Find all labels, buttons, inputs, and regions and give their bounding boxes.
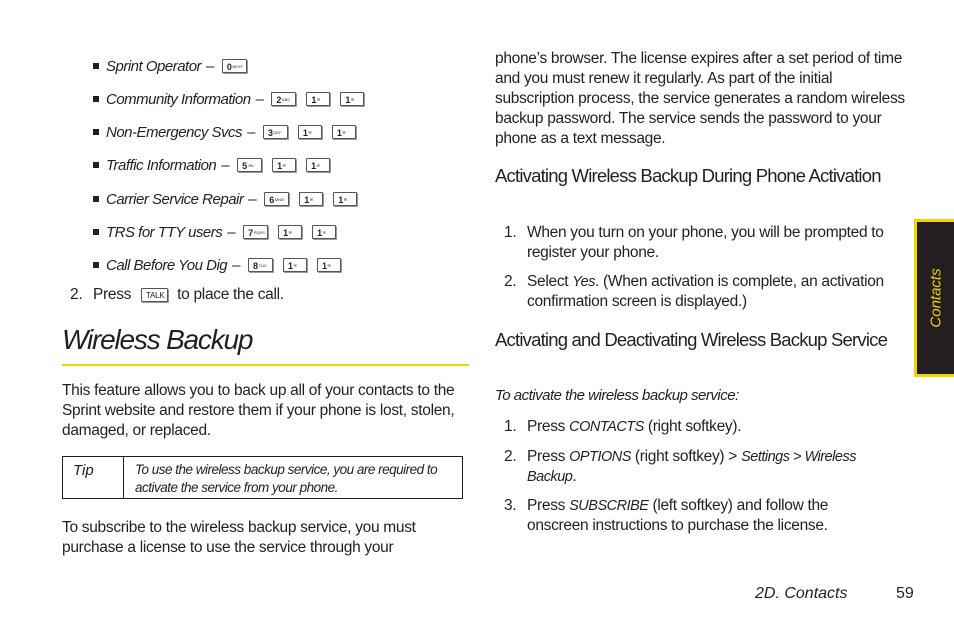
key-1-icon: 1✉ — [340, 92, 364, 106]
list-item: Traffic Information – $5^{JKL}$ 1✉ 1✉ — [93, 154, 340, 176]
tip-divider — [123, 457, 124, 498]
bullet-icon — [93, 96, 99, 102]
key-3-icon: $3^{DEF}$ — [263, 125, 288, 139]
talk-key-icon: TALK — [141, 288, 168, 302]
key-1-icon: 1✉ — [306, 92, 330, 106]
list-item: 3. Press SUBSCRIBE (left softkey) and follow the onscreen instructions to purchase the license. — [504, 497, 829, 534]
list-item: Call Before You Dig – $8^{TUV}$ 1✉ 1✉ — [93, 254, 351, 276]
list-item: Community Information – $2^{ABC}$ 1✉ 1✉ — [93, 88, 374, 110]
tip-label: Tip — [73, 462, 94, 479]
bullet-icon — [93, 162, 99, 168]
key-1-icon: 1✉ — [298, 125, 322, 139]
key-1-icon: 1✉ — [312, 225, 336, 239]
step-press-talk: 2. Press TALK to place the call. — [70, 286, 284, 303]
key-6-icon: $6^{MNO}$ — [264, 192, 289, 206]
key-0-icon: $0^{NEXT}$ — [222, 59, 247, 73]
page-number: 59 — [896, 585, 914, 602]
list-item: TRS for TTY users – $7^{PQRS}$ 1✉ 1✉ — [93, 221, 346, 243]
heading-rule — [62, 364, 469, 366]
tip-text: To use the wireless backup service, you are required to activate the service from your phone. — [135, 462, 438, 495]
list-item: 2. Press OPTIONS (right softkey) > Settings > Wireless Backup. — [504, 448, 856, 485]
key-1-icon: 1✉ — [332, 125, 356, 139]
key-1-icon: 1✉ — [272, 158, 296, 172]
key-2-icon: $2^{ABC}$ — [271, 92, 296, 106]
list-item: Sprint Operator – $0^{NEXT}$ — [93, 55, 257, 77]
activating-heading: Activating Wireless Backup During Phone Activation — [495, 165, 881, 186]
list-item: 1. Press CONTACTS (right softkey). — [504, 418, 742, 435]
shortcut-label: Carrier Service Repair — [106, 190, 244, 208]
section-tab-label: Contacts — [927, 268, 944, 328]
key-1-icon: 1✉ — [306, 158, 330, 172]
footer-section: 2D. Contacts — [755, 585, 848, 602]
key-1-icon: 1✉ — [283, 258, 307, 272]
list-item: Non-Emergency Svcs – $3^{DEF}$ 1✉ 1✉ — [93, 121, 366, 143]
key-1-icon: 1✉ — [278, 225, 302, 239]
shortcut-label: Non-Emergency Svcs — [106, 123, 243, 141]
shortcut-label: Traffic Information — [106, 156, 217, 174]
bullet-icon — [93, 196, 99, 202]
subscribe-paragraph: To subscribe to the wireless backup service, you must purchase a license to use the service through your — [62, 519, 416, 556]
tip-box — [62, 456, 463, 499]
key-1-icon: 1✉ — [299, 192, 323, 206]
bullet-icon — [93, 229, 99, 235]
shortcut-label: Community Information — [106, 90, 251, 108]
list-item: Carrier Service Repair – $6^{MNO}$ 1✉ 1✉ — [93, 188, 367, 210]
shortcut-label: TRS for TTY users — [106, 223, 223, 241]
key-1-icon: 1✉ — [333, 192, 357, 206]
intro-paragraph: This feature allows you to back up all of your contacts to the Sprint website and restore them if your phone is lost, stolen, damaged, or replaced. — [62, 382, 455, 439]
bullet-icon — [93, 262, 99, 268]
license-paragraph: phone’s browser. The license expires after a set period of time and you must renew it regularly. As part of the initial subscription process, the service generates a random wireless backup password. The service sends the password to your phone as a text message. — [495, 50, 905, 147]
list-item: 2. Select Yes. (When activation is complete, an activation confirmation screen is displayed.) — [504, 273, 884, 310]
key-8-icon: $8^{TUV}$ — [248, 258, 273, 272]
bullet-icon — [93, 129, 99, 135]
shortcut-label: Sprint Operator — [106, 57, 202, 75]
section-tab — [914, 219, 954, 377]
list-item: 1. When you turn on your phone, you will be prompted to register your phone. — [504, 224, 884, 261]
key-7-icon: $7^{PQRS}$ — [243, 225, 268, 239]
key-5-icon: $5^{JKL}$ — [237, 158, 262, 172]
shortcut-label: Call Before You Dig — [106, 256, 228, 274]
lead-in: To activate the wireless backup service: — [495, 387, 739, 404]
key-1-icon: 1✉ — [317, 258, 341, 272]
deactivating-heading: Activating and Deactivating Wireless Backup Service — [495, 329, 888, 350]
page-title: Wireless Backup — [62, 324, 253, 355]
bullet-icon — [93, 63, 99, 69]
